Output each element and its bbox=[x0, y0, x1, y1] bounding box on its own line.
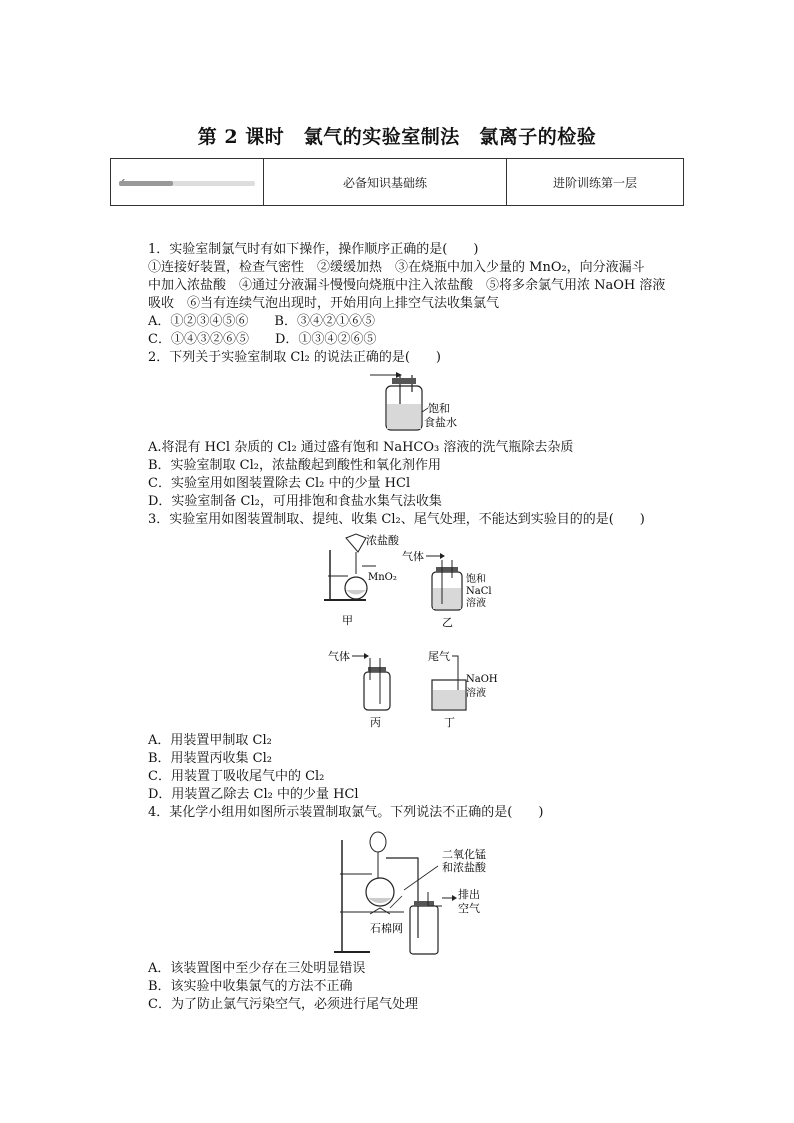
section-advanced-label: 进阶训练第一层 bbox=[552, 175, 637, 190]
section-header-table bbox=[110, 158, 684, 206]
progress-cell bbox=[111, 159, 264, 205]
q3-fig-yi: 乙 bbox=[442, 616, 453, 629]
q4-option-a: A．该装置图中至少存在三处明显错误 bbox=[148, 961, 366, 976]
q3-fig-acid: 浓盐酸 bbox=[366, 534, 399, 547]
q3-fig-sat: 饱和 bbox=[466, 574, 486, 585]
q2-option-a: A.将混有 HCl 杂质的 Cl₂ 通过盛有饱和 NaHCO₃ 溶液的洗气瓶除去杂质 bbox=[148, 440, 574, 455]
q3-option-c: C．用装置丁吸收尾气中的 Cl₂ bbox=[148, 769, 325, 784]
progress-fill bbox=[119, 181, 173, 186]
q3-fig-mno2: MnO₂ bbox=[368, 572, 397, 583]
q2-option-d: D．实验室制备 Cl₂，可用排饱和食盐水集气法收集 bbox=[148, 494, 442, 509]
q3-fig-gas1: 气体 bbox=[402, 550, 424, 563]
q1-options-ab: A．①②③④⑤⑥ B．③④②①⑥⑤ bbox=[148, 314, 375, 329]
q4-fig-air: 空气 bbox=[458, 902, 480, 915]
q4-fig-exhaust: 排出 bbox=[458, 888, 480, 901]
q1-stem: 1．实验室制氯气时有如下操作，操作顺序正确的是( ) bbox=[148, 242, 479, 257]
q3-fig-bing: 丙 bbox=[370, 716, 381, 729]
q4-fig-gauze: 石棉网 bbox=[370, 922, 403, 935]
q3-apparatus-figure bbox=[318, 530, 508, 730]
q4-stem: 4．某化学小组用如图所示装置制取氯气。下列说法不正确的是( ) bbox=[148, 805, 544, 820]
q4-option-c: C．为了防止氯气污染空气，必须进行尾气处理 bbox=[148, 997, 418, 1012]
section-basic-label: 必备知识基础练 bbox=[264, 159, 507, 205]
q2-option-c: C．实验室用如图装置除去 Cl₂ 中的少量 HCl bbox=[148, 476, 411, 491]
q1-line1: ①连接好装置，检查气密性 ②缓缓加热 ③在烧瓶中加入少量的 MnO₂，向分液漏斗 bbox=[148, 260, 645, 275]
page-title: 第 2 课时 氯气的实验室制法 氯离子的检验 bbox=[197, 126, 597, 148]
q2-fig-label-saturated: 饱和 bbox=[428, 402, 450, 415]
q3-option-a: A．用装置甲制取 Cl₂ bbox=[148, 733, 272, 748]
q4-fig-mno2: 二氧化锰 bbox=[442, 848, 486, 861]
q3-option-d: D．用装置乙除去 Cl₂ 中的少量 HCl bbox=[148, 787, 359, 802]
q2-stem: 2．下列关于实验室制取 Cl₂ 的说法正确的是( ) bbox=[148, 350, 441, 365]
q4-fig-hcl: 和浓盐酸 bbox=[442, 861, 486, 874]
q3-fig-naoh: NaOH bbox=[466, 674, 498, 685]
q3-stem: 3．实验室用如图装置制取、提纯、收集 Cl₂、尾气处理，不能达到实验目的的是( ) bbox=[148, 512, 645, 527]
q1-line2: 中加入浓盐酸 ④通过分液漏斗慢慢向烧瓶中注入浓盐酸 ⑤将多余氯气用浓 NaOH 溶液 bbox=[148, 278, 666, 293]
q3-option-b: B．用装置丙收集 Cl₂ bbox=[148, 751, 273, 766]
q1-options-cd: C．①④③②⑥⑤ D．①③④②⑥⑤ bbox=[148, 332, 377, 347]
q3-fig-jia: 甲 bbox=[342, 614, 353, 627]
q3-fig-tail: 尾气 bbox=[428, 650, 450, 663]
q3-fig-sol1: 溶液 bbox=[466, 598, 486, 609]
q3-fig-sol2: 溶液 bbox=[466, 688, 486, 699]
q4-apparatus-figure bbox=[330, 826, 500, 958]
q3-fig-ding: 丁 bbox=[444, 716, 455, 729]
q1-line3: 吸收 ⑥当有连续气泡出现时，开始用向上排空气法收集氯气 bbox=[148, 296, 500, 311]
q2-fig-label-brine: 食盐水 bbox=[424, 416, 457, 429]
q3-fig-nacl: NaCl bbox=[466, 586, 492, 597]
q3-fig-gas2: 气体 bbox=[328, 650, 350, 663]
q4-option-b: B．该实验中收集氯气的方法不正确 bbox=[148, 979, 353, 994]
q2-wash-bottle-figure bbox=[366, 368, 466, 436]
progress-bar bbox=[119, 181, 255, 186]
q2-option-b: B．实验室制取 Cl₂，浓盐酸起到酸性和氧化剂作用 bbox=[148, 458, 442, 473]
